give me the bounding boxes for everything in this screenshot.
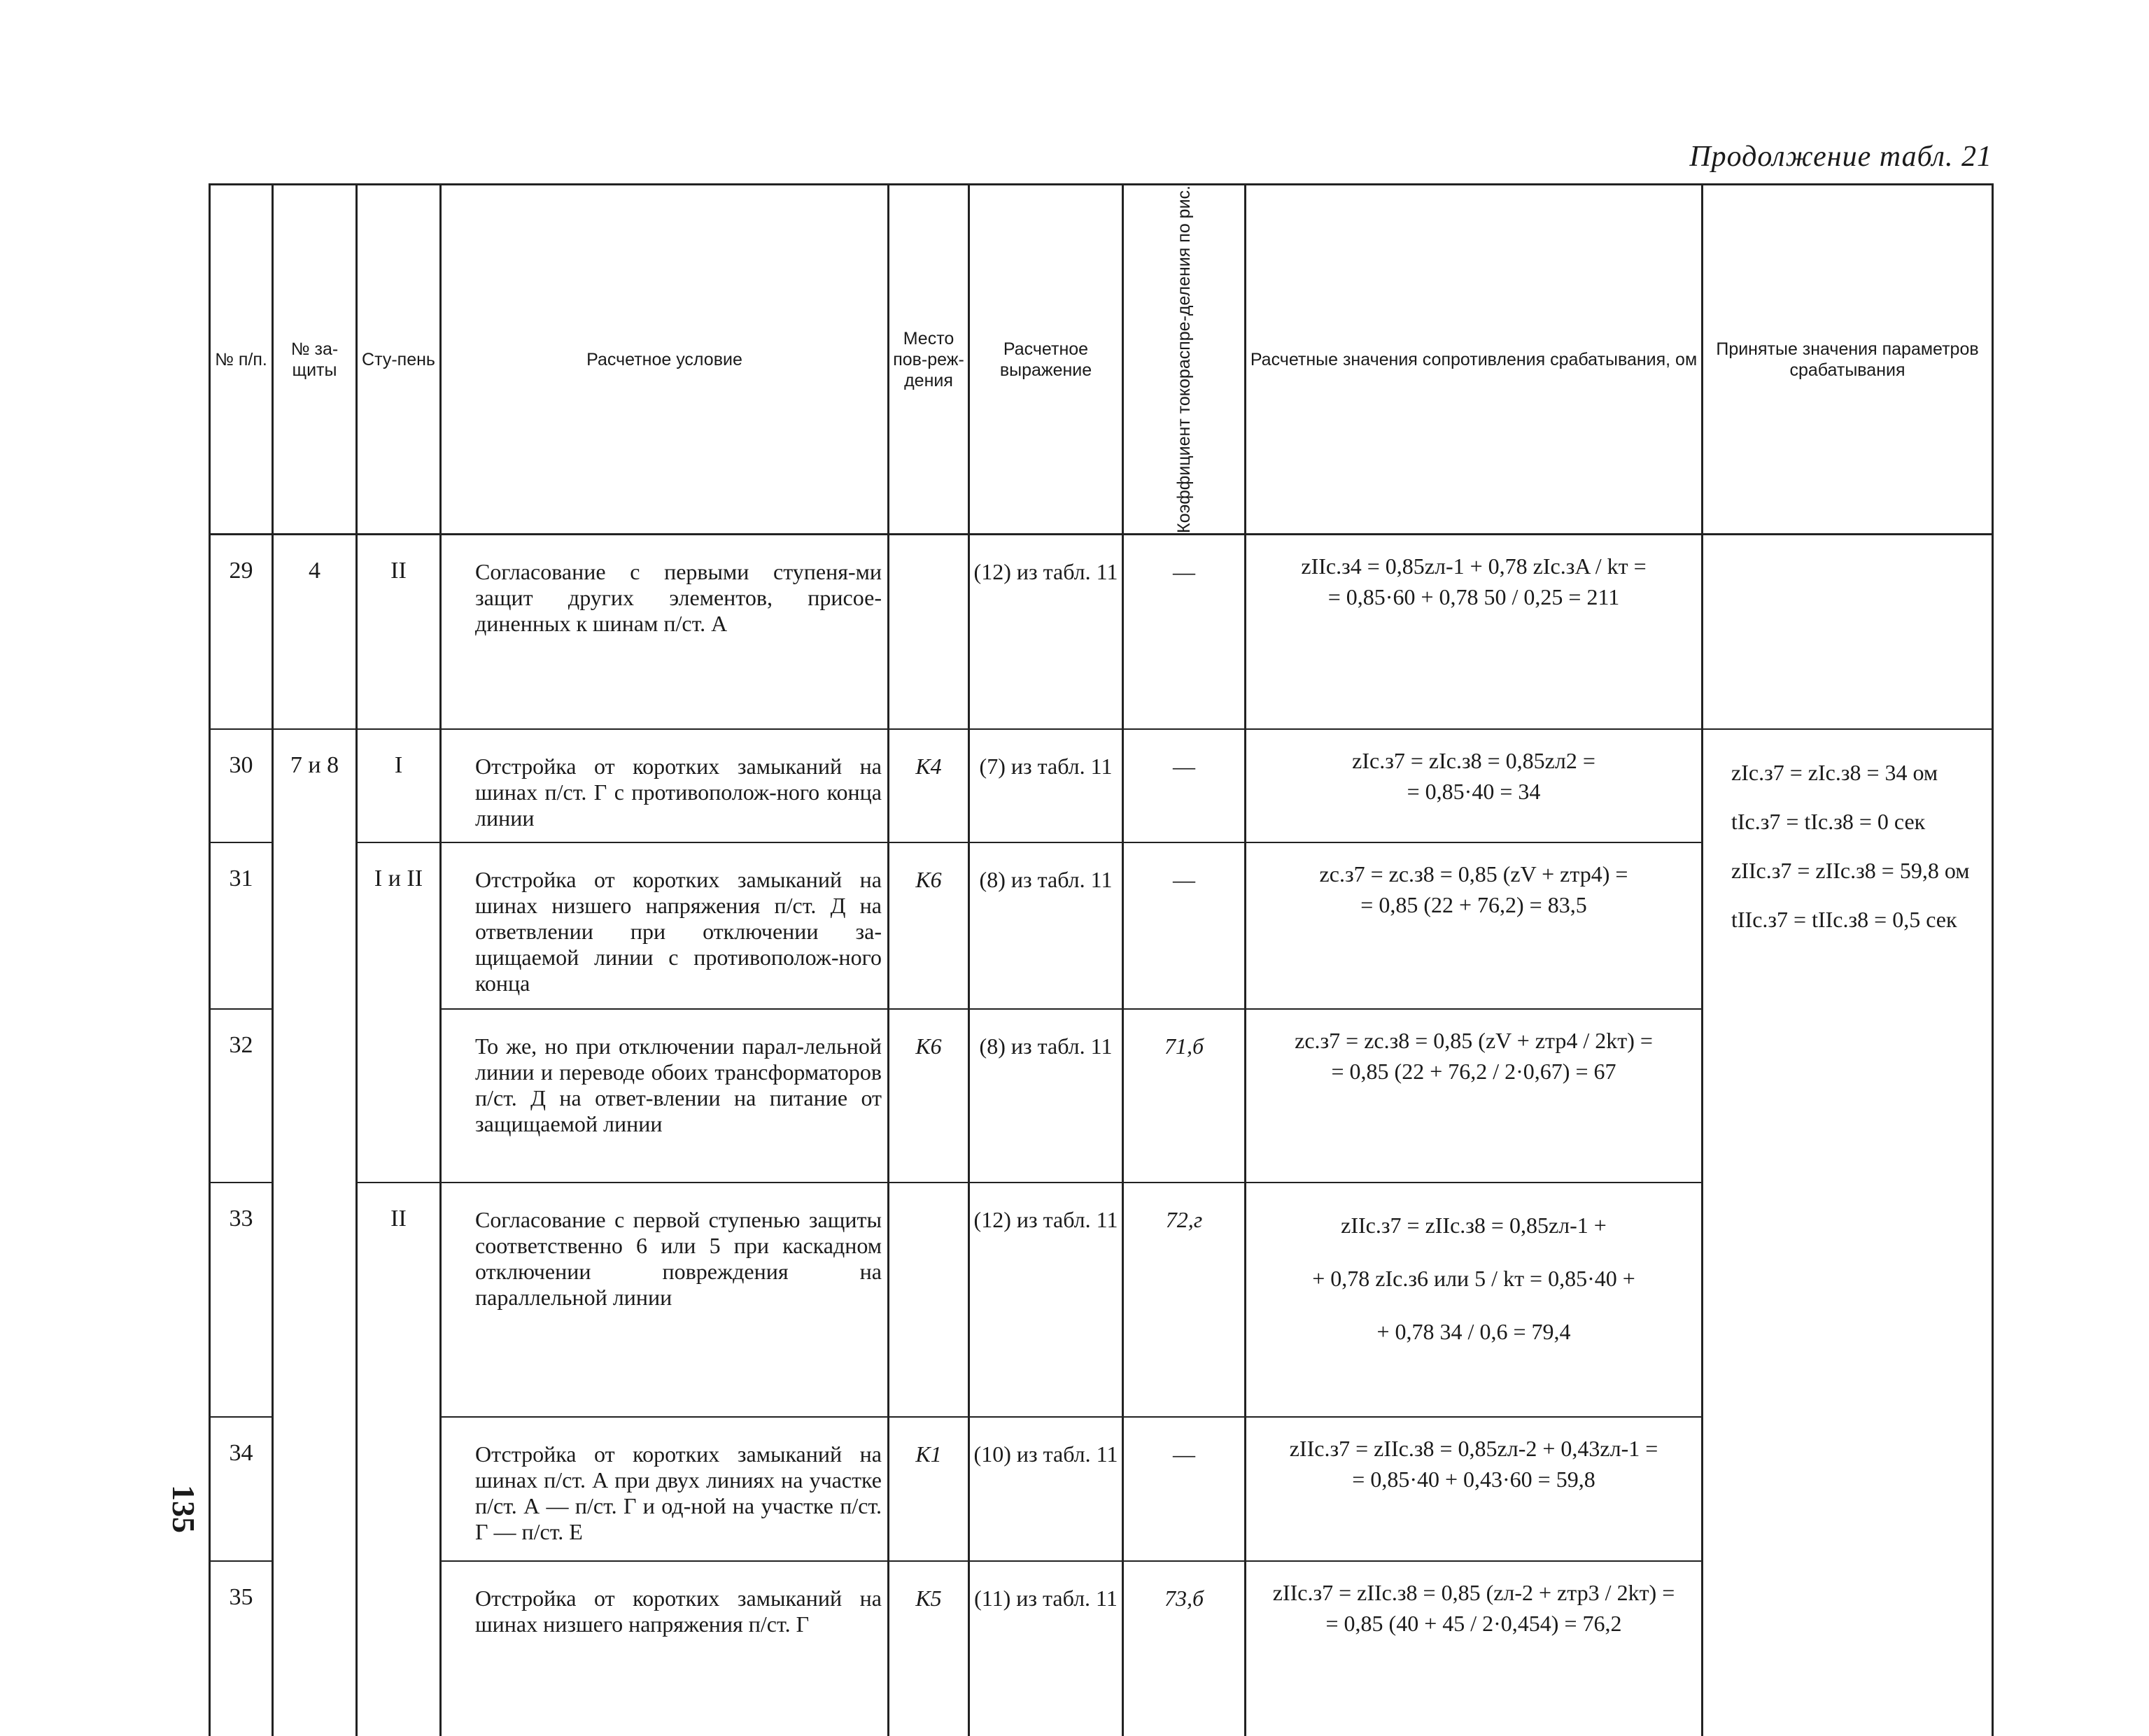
formula-line: zIIс.з4 = 0,85zл-1 + 0,78 zIс.зA / kт = bbox=[1301, 553, 1647, 579]
header-accepted: Принятые значения параметров срабатывания bbox=[1703, 185, 1993, 535]
row-coefficient: 71,б bbox=[1123, 1009, 1246, 1183]
row-expression: (7) из табл. 11 bbox=[969, 729, 1123, 842]
row-protection bbox=[273, 1183, 357, 1417]
formula-line: zс.з7 = zс.з8 = 0,85 (zV + zтр4) = bbox=[1319, 861, 1628, 887]
row-coefficient: — bbox=[1123, 729, 1246, 842]
row-formula bbox=[1246, 842, 1703, 1009]
table-row bbox=[210, 535, 1993, 729]
row-stage: II bbox=[357, 1183, 441, 1417]
row-formula bbox=[1246, 1183, 1703, 1417]
row-coefficient: — bbox=[1123, 535, 1246, 729]
row-num: 32 bbox=[210, 1009, 273, 1183]
header-protection: № за-щиты bbox=[273, 185, 357, 535]
row-formula bbox=[1246, 535, 1703, 729]
row-place bbox=[889, 535, 969, 729]
row-condition: Отстройка от коротких замыканий на шинах п/ст. А при двух линиях на участке п/ст. А — п/ст. Г и од-ной на участке п/ст. Г — п/ст. Е bbox=[441, 1417, 889, 1561]
row-stage: I bbox=[357, 729, 441, 842]
row-condition: То же, но при отключении парал-лельной линии и переводе обоих трансформаторов п/ст. Д на ответ-влении на питание от защищаемой линии bbox=[441, 1009, 889, 1183]
formula-line: zIIс.з7 = zIIс.з8 = 0,85zл-2 + 0,43zл-1 = bbox=[1289, 1435, 1658, 1461]
accepted-values bbox=[1703, 729, 1993, 1736]
header-condition: Расчетное условие bbox=[441, 185, 889, 535]
row-formula bbox=[1246, 729, 1703, 842]
row-expression: (11) из табл. 11 bbox=[969, 1561, 1123, 1736]
formula-line: = 0,85 (40 + 45 / 2·0,454) = 76,2 bbox=[1325, 1610, 1622, 1636]
header-coefficient-text: Коэффициент токораспре-деления по рис. bbox=[1174, 185, 1194, 533]
formula-line: zс.з7 = zс.з8 = 0,85 (zV + zтр4 / 2kт) = bbox=[1295, 1027, 1653, 1053]
row-num: 29 bbox=[210, 535, 273, 729]
table-row bbox=[210, 729, 1993, 842]
header-stage: Сту-пень bbox=[357, 185, 441, 535]
row-accepted-empty bbox=[1703, 535, 1993, 729]
formula-line: + 0,78 zIс.з6 или 5 / kт = 0,85·40 + bbox=[1312, 1265, 1635, 1291]
accepted-value: tIс.з7 = tIс.з8 = 0 сек bbox=[1731, 808, 1926, 834]
row-protection bbox=[273, 842, 357, 1009]
row-num: 31 bbox=[210, 842, 273, 1009]
row-place bbox=[889, 1183, 969, 1417]
row-expression: (12) из табл. 11 bbox=[969, 1183, 1123, 1417]
accepted-value: zIс.з7 = zIс.з8 = 34 ом bbox=[1731, 759, 1938, 785]
header-expression: Расчетное выражение bbox=[969, 185, 1123, 535]
page-number: 135 bbox=[166, 1485, 202, 1533]
accepted-value: zIIс.з7 = zIIс.з8 = 59,8 ом bbox=[1731, 857, 1970, 883]
row-condition: Отстройка от коротких замыканий на шинах низшего напряжения п/ст. Д на ответвлении при отключении за-щищаемой линии с противополож-ного конца bbox=[441, 842, 889, 1009]
row-condition: Отстройка от коротких замыканий на шинах низшего напряжения п/ст. Г bbox=[441, 1561, 889, 1736]
row-expression: (8) из табл. 11 bbox=[969, 842, 1123, 1009]
row-formula bbox=[1246, 1417, 1703, 1561]
row-expression: (10) из табл. 11 bbox=[969, 1417, 1123, 1561]
row-num: 34 bbox=[210, 1417, 273, 1561]
header-num: № п/п. bbox=[210, 185, 273, 535]
table-caption: Продолжение табл. 21 bbox=[1689, 141, 1992, 173]
row-formula bbox=[1246, 1561, 1703, 1736]
row-protection bbox=[273, 1417, 357, 1561]
row-stage: II bbox=[357, 535, 441, 729]
row-coefficient: — bbox=[1123, 842, 1246, 1009]
formula-line: = 0,85·40 + 0,43·60 = 59,8 bbox=[1352, 1466, 1595, 1492]
header-place: Место пов-реж-дения bbox=[889, 185, 969, 535]
formula-line: zIIс.з7 = zIIс.з8 = 0,85 (zл-2 + zтр3 / 2kт) = bbox=[1272, 1579, 1675, 1605]
row-num: 35 bbox=[210, 1561, 273, 1736]
row-place: K1 bbox=[889, 1417, 969, 1561]
row-expression: (12) из табл. 11 bbox=[969, 535, 1123, 729]
row-stage bbox=[357, 1561, 441, 1736]
formula-line: zIIс.з7 = zIIс.з8 = 0,85zл-1 + bbox=[1341, 1212, 1607, 1238]
formula-line: = 0,85 (22 + 76,2) = 83,5 bbox=[1360, 891, 1587, 917]
row-condition: Отстройка от коротких замыканий на шинах п/ст. Г с противополож-ного конца линии bbox=[441, 729, 889, 842]
row-formula bbox=[1246, 1009, 1703, 1183]
header-coefficient bbox=[1123, 185, 1246, 535]
row-place: K6 bbox=[889, 1009, 969, 1183]
row-coefficient: 73,б bbox=[1123, 1561, 1246, 1736]
row-place: K6 bbox=[889, 842, 969, 1009]
row-num: 30 bbox=[210, 729, 273, 842]
row-protection: 7 и 8 bbox=[273, 729, 357, 842]
row-condition: Согласование с первой ступенью защиты соответственно 6 или 5 при каскадном отключении повреждения на параллельной линии bbox=[441, 1183, 889, 1417]
row-condition: Согласование с первыми ступеня-ми защит других элементов, присое-диненных к шинам п/ст. А bbox=[441, 535, 889, 729]
row-stage bbox=[357, 1009, 441, 1183]
row-place: K5 bbox=[889, 1561, 969, 1736]
formula-line: = 0,85·60 + 0,78 50 / 0,25 = 211 bbox=[1327, 584, 1620, 609]
row-num: 33 bbox=[210, 1183, 273, 1417]
row-place: K4 bbox=[889, 729, 969, 842]
header-calculated: Расчетные значения сопротивления срабатывания, ом bbox=[1246, 185, 1703, 535]
formula-line: + 0,78 34 / 0,6 = 79,4 bbox=[1376, 1318, 1571, 1344]
row-stage: I и II bbox=[357, 842, 441, 1009]
row-protection bbox=[273, 1561, 357, 1736]
row-protection: 4 bbox=[273, 535, 357, 729]
row-expression: (8) из табл. 11 bbox=[969, 1009, 1123, 1183]
row-protection bbox=[273, 1009, 357, 1183]
row-coefficient: — bbox=[1123, 1417, 1246, 1561]
header-row bbox=[210, 185, 1993, 535]
formula-line: zIс.з7 = zIс.з8 = 0,85zл2 = bbox=[1352, 747, 1595, 773]
formula-line: = 0,85·40 = 34 bbox=[1407, 778, 1541, 804]
formula-line: = 0,85 (22 + 76,2 / 2·0,67) = 67 bbox=[1331, 1058, 1616, 1084]
protection-settings-table bbox=[209, 183, 1994, 1736]
row-stage bbox=[357, 1417, 441, 1561]
row-coefficient: 72,г bbox=[1123, 1183, 1246, 1417]
accepted-value: tIIс.з7 = tIIс.з8 = 0,5 сек bbox=[1731, 906, 1957, 932]
